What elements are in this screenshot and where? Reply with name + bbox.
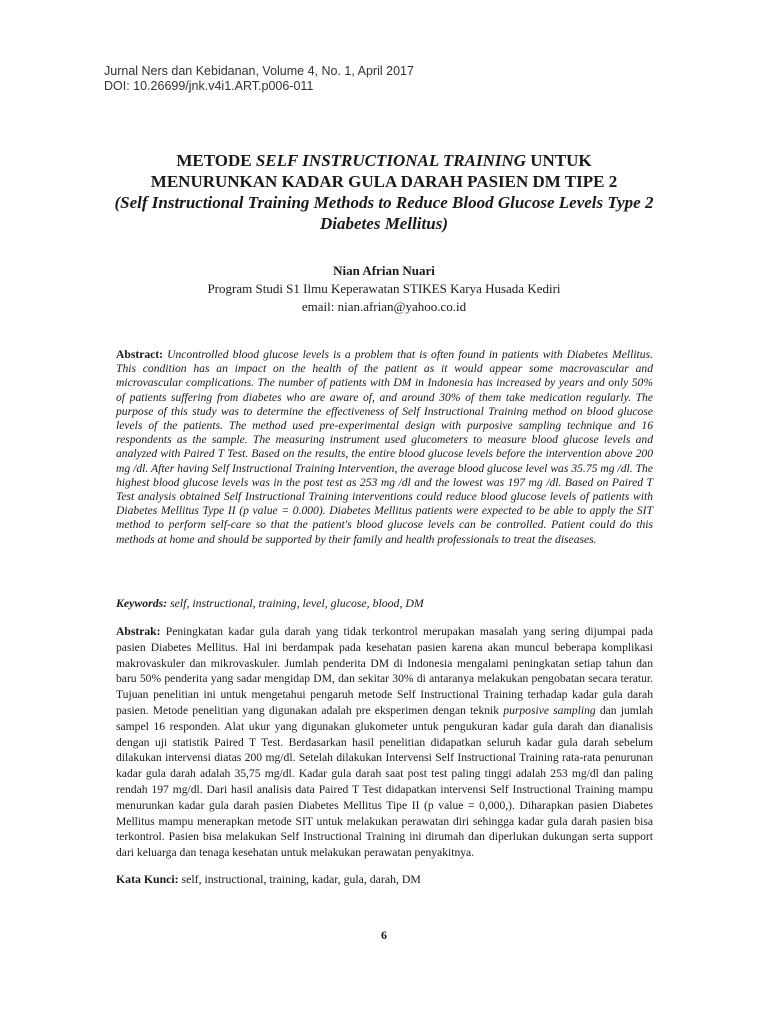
title-english-text: (Self Instructional Training Methods to Reduce Blood Glucose Levels Type 2 Diabetes Mellitus) — [114, 193, 654, 233]
keywords-indonesian-text: self, instructional, training, kadar, gula, darah, DM — [181, 872, 421, 886]
abstract-english — [116, 348, 653, 547]
abstract-indonesian-label: Abstrak: — [116, 625, 161, 638]
title-line1-prefix: METODE — [176, 151, 256, 170]
keywords-indonesian — [116, 872, 653, 886]
title-english — [100, 192, 668, 234]
journal-header — [104, 64, 414, 94]
title-line1-suffix: UNTUK — [526, 151, 592, 170]
journal-doi: DOI: 10.26699/jnk.v4i1.ART.p006-011 — [104, 79, 314, 93]
page-number: 6 — [381, 928, 387, 942]
keywords-english-label: Keywords: — [116, 596, 168, 610]
title-line-1 — [100, 150, 668, 171]
keywords-english — [116, 596, 653, 610]
author-name: Nian Afrian Nuari — [333, 263, 435, 278]
abstract-indonesian-italic: purposive sampling — [503, 703, 596, 717]
abstract-english-label: Abstract: — [116, 348, 164, 361]
abstract-indonesian-text-1: Peningkatan kadar gula darah yang tidak terkontrol merupakan masalah yang sering dijumpai pada pasien Diabetes Mellitus. Hal ini berdampak pada kesehatan pasien karena akan muncul beberapa komplikasi makrovaskuler dan mikrovaskuler. Jumlah penderita DM di Indonesia mengalami peningkatan setiap tahun dan baru 50% penderita yang sadar mengidap DM, dan sekitar 30% di antaranya melakukan pengobatan secara teratur. Tujuan penelitian ini untuk mengetahui pengaruh metode Self Instructional Training terhadap kadar gula darah pasien. Metode penelitian yang digunakan adalah pre eksperimen dengan teknik — [116, 625, 653, 717]
title-line1-italic: SELF INSTRUCTIONAL TRAINING — [255, 151, 527, 170]
author-email: email: nian.afrian@yahoo.co.id — [301, 299, 467, 314]
keywords-english-text: self, instructional, training, level, glucose, blood, DM — [170, 596, 424, 610]
abstract-indonesian — [116, 624, 653, 861]
abstract-english-text: Uncontrolled blood glucose levels is a problem that is often found in patients with Diabetes Mellitus. This condition has an impact on the health of the patient as it would appear some macrovascular and microvascular complications. The number of patients with DM in Indonesia has increased by years and only 50% of patients suffering from diabetes who are aware of, and around 30% of them take medication regularly. The purpose of this study was to determine the effectiveness of Self Instructional Training method on blood glucose levels of the patients. The method used pre-experimental design with purposive sampling technique and 16 respondents as the sample. The measuring instrument used glucometers to measure blood glucose levels and analyzed with Paired T Test. Based on the results, the entire blood glucose levels before the intervention above 200 mg /dl. After having Self Instructional Training Intervention, the average blood glucose level was 35.75 mg /dl. The highest blood glucose levels was in the post test as 253 mg /dl and the lowest was 197 mg /dl. Based on Paired T Test analysis obtained Self Instructional Training interventions could reduce blood glucose levels of patients with Diabetes Mellitus Type II (p value = 0.000). Diabetes Mellitus patients were expected to be able to apply the SIT method to perform self-care so that the patient's blood glucose levels can be controlled. Patient could do this methods at home and should be supported by their family and health professionals to treat the diseases. — [116, 348, 653, 546]
author-affiliation: Program Studi S1 Ilmu Keperawatan STIKES Karya Husada Kediri — [207, 281, 561, 296]
keywords-indonesian-label: Kata Kunci: — [116, 872, 179, 886]
journal-citation: Jurnal Ners dan Kebidanan, Volume 4, No. 1, April 2017 — [104, 64, 414, 78]
paper-title — [100, 150, 668, 234]
author-block — [100, 262, 668, 316]
title-line-2: MENURUNKAN KADAR GULA DARAH PASIEN DM TIPE 2 — [150, 172, 618, 191]
abstract-indonesian-text-2: dan jumlah sampel 16 responden. Alat ukur yang digunakan glukometer untuk pengukuran kadar gula darah dan dianalisis dengan uji statistik Paired T Test. Berdasarkan hasil penelitian didapatkan seluruh kadar gula darah sebelum dilakukan intervensi diatas 200 mg/dl. Setelah dilakukan Intervensi Self Instructional Training rata-rata penurunan kadar gula darah adalah 35,75 mg/dl. Kadar gula darah saat post test paling tinggi adalah 253 mg/dl dan paling rendah 197 mg/dl. Dari hasil analisis data Paired T Test didapatkan intervensi Self Instructional Training mampu menurunkan kadar gula darah pasien Diabetes Mellitus Tipe II (p value = 0,000,). Diharapkan pasien Diabetes Mellitus mampu menerapkan metode SIT untuk melakukan perawatan diri sehingga kadar gula darah pasien bisa terkontrol. Pasien bisa melakukan Self Instructional Training ini dirumah dan diperlukan dukungan serta support dari keluarga dan tenaga kesehatan untuk melakukan perawatan penyakitnya. — [116, 703, 653, 860]
